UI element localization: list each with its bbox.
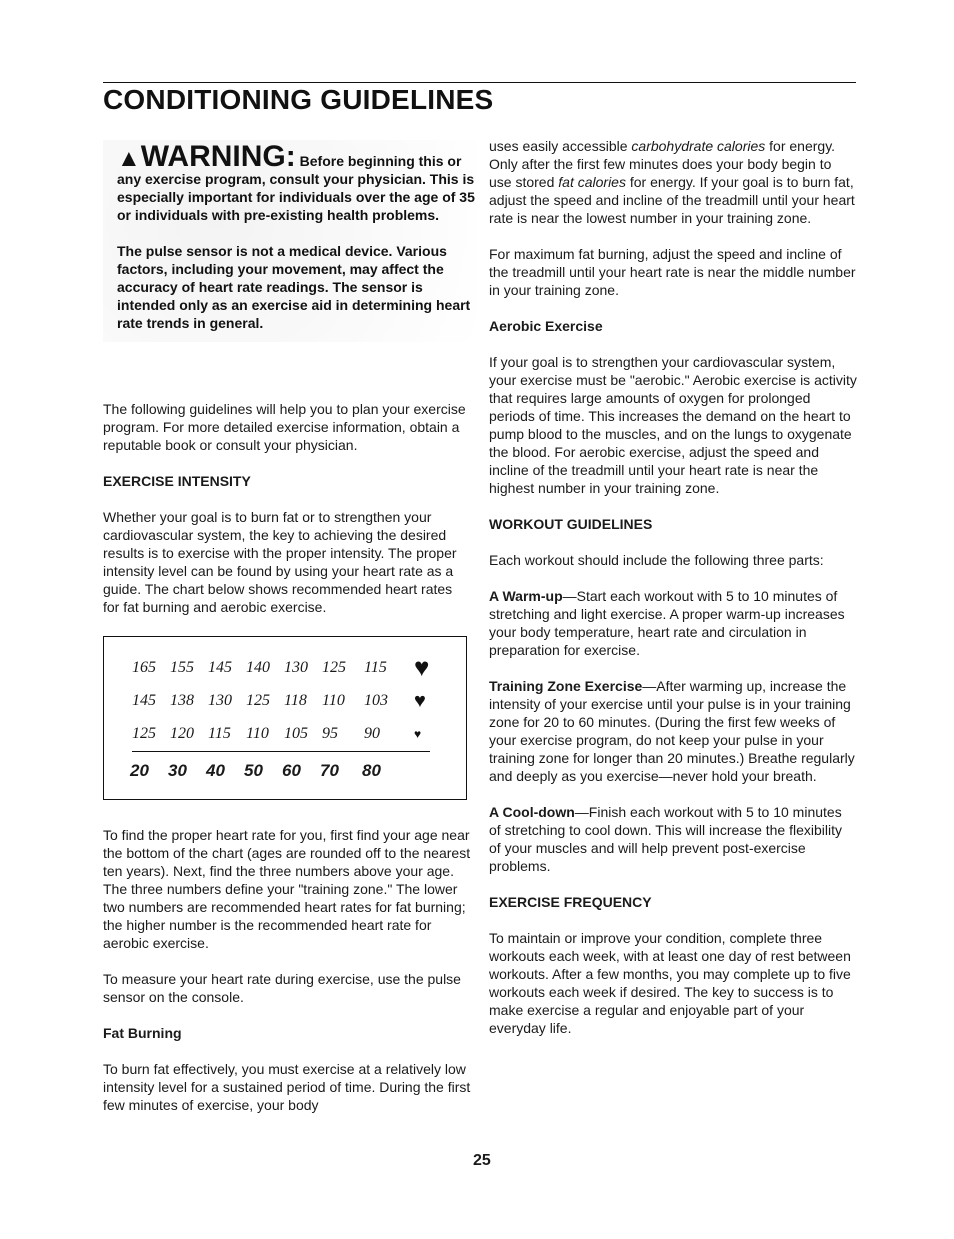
right-column	[489, 137, 857, 1037]
chart-value: 125	[246, 692, 270, 709]
left-column	[103, 400, 471, 616]
chart-value: 130	[208, 692, 232, 709]
heart-small-icon: ♥	[414, 727, 422, 741]
chart-value: 95	[322, 725, 338, 742]
warning-box	[103, 140, 477, 342]
page-title: CONDITIONING GUIDELINES	[103, 84, 494, 115]
fat-paragraph: To burn fat effectively, you must exercise at a relatively low intensity level for a sustained period of time. During the first few minutes of exercise, your body	[103, 1061, 471, 1113]
chart-value: 155	[170, 659, 194, 676]
chart-value: 110	[322, 692, 345, 709]
cooldown-paragraph: A Cool-down—Finish each workout with 5 to 10 minutes of stretching to cool down. This will increase the flexibility of your muscles and will help prevent post-exercise problems.	[489, 804, 843, 874]
measure-paragraph: To measure your heart rate during exercise, use the pulse sensor on the console.	[103, 971, 461, 1005]
chart-age: 70	[320, 761, 339, 780]
chart-age: 40	[206, 761, 225, 780]
chart-value: 145	[208, 659, 232, 676]
chart-age: 20	[130, 761, 149, 780]
chart-age: 80	[362, 761, 381, 780]
chart-value: 145	[132, 692, 156, 709]
max-fat-paragraph: For maximum fat burning, adjust the speed and incline of the treadmill until your heart rate is near the middle number in your training zone.	[489, 246, 856, 298]
heading-exercise-intensity: EXERCISE INTENSITY	[103, 473, 251, 489]
chart-value: 125	[132, 725, 156, 742]
chart-value: 115	[364, 659, 387, 676]
aerobic-paragraph: If your goal is to strengthen your cardiovascular system, your exercise must be "aerobic." Aerobic exercise is activity that requires large amounts of oxygen for prolonged periods of time. This increases the demand on the heart to pump blood to the muscles, and on the lungs to oxygenate the blood. For aerobic exercise, adjust the speed and incline of the treadmill until your heart rate is near the highest number in your training zone.	[489, 354, 857, 496]
chart-value: 125	[322, 659, 346, 676]
heart-medium-icon: ♥	[414, 690, 426, 712]
page-number: 25	[473, 1152, 491, 1169]
chart-value: 165	[132, 659, 156, 676]
training-paragraph: Training Zone Exercise—After warming up, increase the intensity of your exercise until your pulse is in your training zone for 20 to 60 minutes. (During the first few weeks of your exercise program, do not keep your pulse in your training zone for longer than 20 minutes.) Breathe regularly and deeply as you exercise—never hold your breath.	[489, 678, 855, 784]
heading-exercise-frequency: EXERCISE FREQUENCY	[489, 894, 652, 910]
intro-paragraph: The following guidelines will help you to plan your exercise program. For more detailed exercise information, obtain a reputable book or consult your physician.	[103, 401, 466, 453]
intensity-paragraph: Whether your goal is to burn fat or to strengthen your cardiovascular system, the key to achieving the desired results is to exercise with the proper intensity. The proper intensity level can be found by using your heart rate as a guide. The chart below shows recommended heart rates for fat burning and aerobic exercise.	[103, 509, 457, 615]
chart-value: 120	[170, 725, 194, 742]
chart-value: 110	[246, 725, 269, 742]
title-rule	[103, 82, 856, 83]
chart-value: 130	[284, 659, 308, 676]
warning-text-2: The pulse sensor is not a medical device. Various factors, including your movement, may affect the accuracy of heart rate readings. The sensor is intended only as an exercise aid in determining heart rate trends in general.	[117, 243, 471, 331]
continuation-paragraph: uses easily accessible carbohydrate calories for energy. Only after the first few minutes does your body begin to use stored fat calories for energy. If your goal is to burn fat, adjust the speed and incline of the treadmill until your heart rate is near the lowest number in your training zone.	[489, 138, 855, 226]
heading-workout-guidelines: WORKOUT GUIDELINES	[489, 516, 653, 532]
warmup-paragraph: A Warm-up—Start each workout with 5 to 10 minutes of stretching and light exercise. A proper warm-up increases your body temperature, heart rate and circulation in preparation for exercise.	[489, 588, 845, 658]
left-column-lower	[103, 826, 471, 1114]
chart-value: 138	[170, 692, 194, 709]
chart-value: 105	[284, 725, 308, 742]
chart-value: 90	[364, 725, 380, 742]
heart-large-icon: ♥	[414, 653, 430, 682]
workout-paragraph: Each workout should include the following three parts:	[489, 552, 824, 568]
chart-age: 60	[282, 761, 301, 780]
find-paragraph: To find the proper heart rate for you, first find your age near the bottom of the chart (ages are rounded off to the nearest ten years). Next, find the three numbers above your age. The three numbers define your "training zone." The lower two numbers are recommended heart rates for fat burning; the higher number is the recommended heart rate for aerobic exercise.	[103, 827, 471, 951]
warning-heading: ▲WARNING:	[117, 140, 296, 173]
chart-age: 50	[244, 761, 263, 780]
warning-lead: Before beginning this	[299, 153, 444, 169]
chart-value: 140	[246, 659, 270, 676]
warning-triangle-icon: ▲	[117, 145, 141, 172]
chart-value: 115	[208, 725, 231, 742]
chart-value: 103	[364, 692, 388, 709]
chart-age: 30	[168, 761, 187, 780]
heart-rate-chart	[103, 636, 467, 800]
frequency-paragraph: To maintain or improve your condition, complete three workouts each week, with at least one day of rest between workouts. After a few months, you may complete up to five workouts each week if desired. The key to success is to make exercise a regular and enjoyable part of your everyday life.	[489, 930, 851, 1036]
heading-aerobic: Aerobic Exercise	[489, 318, 603, 334]
warning-text-1: or any exercise program, consult your physician. This is especially important for individuals over the age of 35 or individuals with pre-existing health problems.	[117, 153, 475, 223]
chart-value: 118	[284, 692, 307, 709]
chart-separator	[132, 751, 430, 752]
heading-fat-burning: Fat Burning	[103, 1025, 182, 1041]
